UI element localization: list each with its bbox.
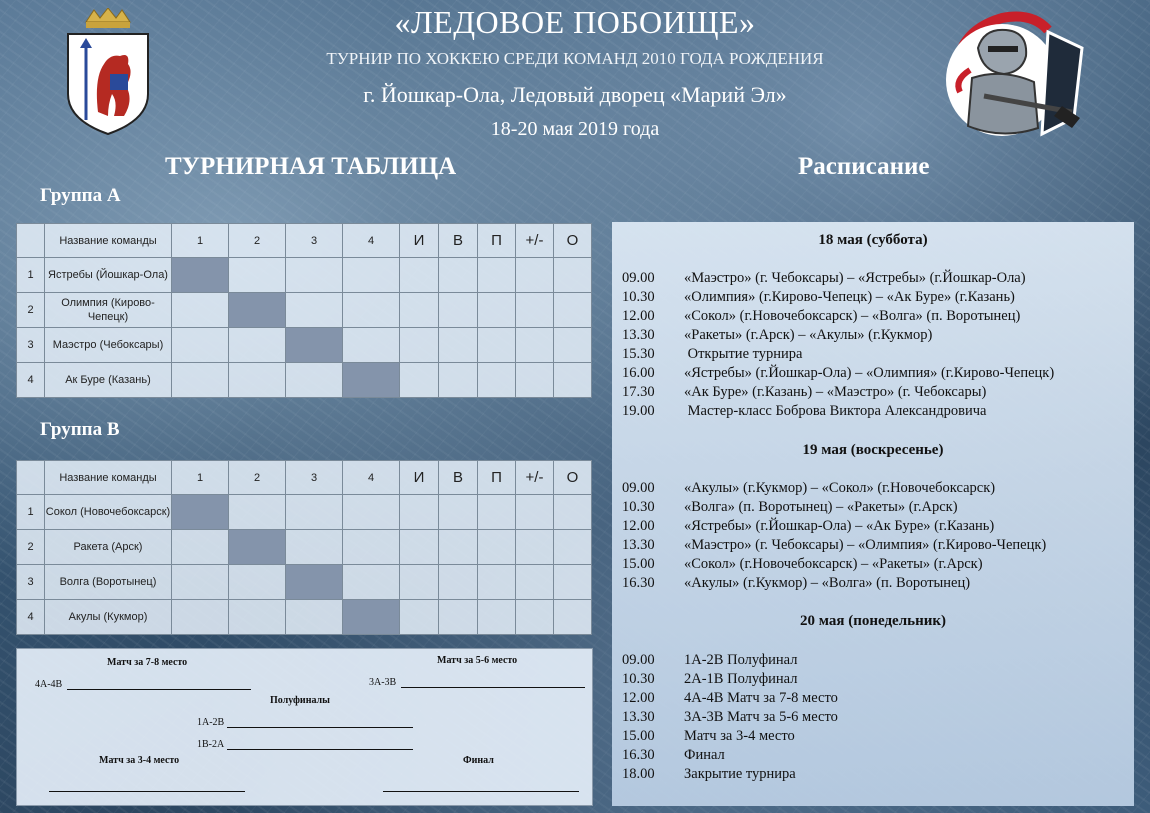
table-header-row (17, 461, 592, 495)
schedule-event: «Ракеты» (г.Арск) – «Акулы» (г.Кукмор) (684, 327, 933, 343)
semifinal-1-pair: 1А-2В (197, 717, 225, 728)
schedule-time: 09.00 (622, 270, 655, 286)
schedule-item (622, 384, 986, 401)
table-row (17, 258, 592, 293)
score-cell (229, 600, 286, 635)
schedule-event: Мастер-класс Боброва Виктора Александровича (684, 403, 987, 419)
knight-hockey-mascot-icon (944, 8, 1092, 148)
schedule-time: 16.30 (622, 747, 655, 763)
table-row (17, 363, 592, 398)
match-7-8-line (67, 689, 251, 690)
match-5-6-line (401, 687, 585, 688)
stat-cell (439, 363, 478, 398)
stat-cell (478, 600, 516, 635)
score-cell (343, 328, 400, 363)
stat-cell (516, 565, 554, 600)
semifinal-2-line (227, 749, 413, 750)
page-title: «ЛЕДОВОЕ ПОБОИЩЕ» (394, 4, 756, 40)
schedule-event: «Олимпия» (г.Кирово-Чепецк) – «Ак Буре» (г.Казань) (684, 289, 1015, 305)
score-cell (172, 600, 229, 635)
schedule-event: «Маэстро» (г. Чебоксары) – «Ястребы» (г.Йошкар-Ола) (684, 270, 1026, 286)
schedule-item (622, 327, 932, 344)
header-cell: 1 (172, 224, 229, 258)
semifinal-2-pair: 1В-2А (197, 739, 225, 750)
schedule-time: 12.00 (622, 308, 655, 324)
schedule-event: «Сокол» (г.Новочебоксарск) – «Ракеты» (г.Арск) (684, 556, 983, 572)
stat-cell (400, 293, 439, 328)
schedule-event: Матч за 3-4 место (684, 728, 795, 744)
table-row (17, 600, 592, 635)
score-cell (343, 258, 400, 293)
stat-cell (516, 600, 554, 635)
match-3-4-title: Матч за 3-4 место (99, 755, 180, 766)
stat-cell (478, 258, 516, 293)
team-name: Ак Буре (Казань) (45, 363, 172, 398)
header-cell: Название команды (45, 461, 172, 495)
coat-of-arms-icon (64, 8, 152, 136)
schedule-event: 1А-2В Полуфинал (684, 652, 798, 668)
header-cell: О (554, 224, 592, 258)
schedule-item (622, 518, 994, 535)
diagonal-cell (343, 600, 400, 635)
team-number: 2 (17, 530, 45, 565)
score-cell (172, 328, 229, 363)
schedule-item (622, 575, 970, 592)
stat-cell (554, 293, 592, 328)
schedule-event: «Акулы» (г.Кукмор) – «Сокол» (г.Новочебоксарск) (684, 480, 996, 496)
schedule-item (622, 556, 983, 573)
schedule-item (622, 365, 1054, 382)
stat-cell (400, 530, 439, 565)
score-cell (172, 530, 229, 565)
stat-cell (478, 565, 516, 600)
stat-cell (554, 495, 592, 530)
schedule-item (622, 690, 838, 707)
stat-cell (400, 363, 439, 398)
schedule-event: «Сокол» (г.Новочебоксарск) – «Волга» (п. Воротынец) (684, 308, 1021, 324)
header-cell: +/- (516, 224, 554, 258)
diagonal-cell (343, 363, 400, 398)
score-cell (229, 328, 286, 363)
header-cell: 2 (229, 224, 286, 258)
stat-cell (400, 495, 439, 530)
semifinals-title: Полуфиналы (270, 695, 330, 706)
header-cell: 3 (286, 461, 343, 495)
header-cell: И (400, 461, 439, 495)
schedule-day-title: 20 мая (понедельник) (800, 613, 946, 629)
schedule-item (622, 499, 958, 516)
score-cell (286, 258, 343, 293)
stat-cell (516, 363, 554, 398)
stat-cell (516, 495, 554, 530)
stat-cell (439, 495, 478, 530)
stat-cell (554, 258, 592, 293)
team-name: Ястребы (Йошкар-Ола) (45, 258, 172, 293)
header-cell: И (400, 224, 439, 258)
header-cell: +/- (516, 461, 554, 495)
team-name: Акулы (Кукмор) (45, 600, 172, 635)
stat-cell (516, 293, 554, 328)
stat-cell (478, 495, 516, 530)
header-cell: В (439, 461, 478, 495)
schedule-time: 10.30 (622, 289, 655, 305)
table-row (17, 328, 592, 363)
schedule-event: «Ак Буре» (г.Казань) – «Маэстро» (г. Чебоксары) (684, 384, 987, 400)
team-number: 3 (17, 328, 45, 363)
diagonal-cell (286, 328, 343, 363)
schedule-time: 12.00 (622, 518, 655, 534)
schedule-time: 17.30 (622, 384, 655, 400)
schedule-time: 12.00 (622, 690, 655, 706)
header-cell: В (439, 224, 478, 258)
schedule-time: 15.00 (622, 556, 655, 572)
match-7-8-title: Матч за 7-8 место (107, 657, 188, 668)
header-cell: П (478, 224, 516, 258)
schedule-event: Финал (684, 747, 725, 763)
header-cell-num (17, 461, 45, 495)
stat-cell (400, 565, 439, 600)
schedule-title: Расписание (798, 153, 930, 180)
score-cell (286, 495, 343, 530)
header-cell: О (554, 461, 592, 495)
venue: г. Йошкар-Ола, Ледовый дворец «Марий Эл» (363, 82, 787, 107)
diagonal-cell (229, 530, 286, 565)
header-cell: П (478, 461, 516, 495)
diagonal-cell (172, 495, 229, 530)
stat-cell (439, 293, 478, 328)
stat-cell (516, 530, 554, 565)
standings-title: ТУРНИРНАЯ ТАБЛИЦА (165, 153, 457, 180)
team-number: 1 (17, 258, 45, 293)
score-cell (172, 363, 229, 398)
team-name: Сокол (Новочебоксарск) (45, 495, 172, 530)
schedule-item (622, 289, 1015, 306)
team-number: 2 (17, 293, 45, 328)
schedule-item (622, 270, 1026, 287)
schedule-event: «Ястребы» (г.Йошкар-Ола) – «Ак Буре» (г.Казань) (684, 518, 995, 534)
schedule-time: 10.30 (622, 499, 655, 515)
diagonal-cell (172, 258, 229, 293)
schedule-item (622, 308, 1020, 325)
stat-cell (400, 600, 439, 635)
team-number: 4 (17, 363, 45, 398)
stat-cell (478, 530, 516, 565)
tournament-subtitle: ТУРНИР ПО ХОККЕЮ СРЕДИ КОМАНД 2010 ГОДА РОЖДЕНИЯ (326, 49, 824, 68)
team-number: 4 (17, 600, 45, 635)
header-cell: Название команды (45, 224, 172, 258)
match-3-4-line (49, 791, 245, 792)
schedule-time: 18.00 (622, 766, 655, 782)
match-5-6-pair: 3А-3В (369, 677, 397, 688)
final-title: Финал (463, 755, 494, 766)
score-cell (286, 293, 343, 328)
stat-cell (478, 363, 516, 398)
table-row (17, 530, 592, 565)
header-cell-num (17, 224, 45, 258)
team-name: Волга (Воротынец) (45, 565, 172, 600)
schedule-time: 15.00 (622, 728, 655, 744)
score-cell (343, 530, 400, 565)
diagonal-cell (229, 293, 286, 328)
schedule-time: 13.30 (622, 537, 655, 553)
schedule-time: 09.00 (622, 480, 655, 496)
schedule-event: «Акулы» (г.Кукмор) – «Волга» (п. Воротынец) (684, 575, 971, 591)
score-cell (172, 293, 229, 328)
header-cell: 1 (172, 461, 229, 495)
table-row (17, 565, 592, 600)
schedule-time: 13.30 (622, 709, 655, 725)
schedule-panel (612, 222, 1134, 806)
score-cell (286, 530, 343, 565)
schedule-time: 16.30 (622, 575, 655, 591)
match-5-6-title: Матч за 5-6 место (437, 655, 518, 666)
stat-cell (516, 258, 554, 293)
group-b-table (16, 460, 592, 635)
schedule-time: 10.30 (622, 671, 655, 687)
score-cell (229, 258, 286, 293)
score-cell (286, 600, 343, 635)
playoff-bracket (16, 648, 593, 806)
schedule-item (622, 671, 797, 688)
schedule-event: 3А-3В Матч за 5-6 место (684, 709, 838, 725)
schedule-event: «Волга» (п. Воротынец) – «Ракеты» (г.Арск) (684, 499, 958, 515)
schedule-item (622, 728, 795, 745)
stat-cell (516, 328, 554, 363)
semifinal-1-line (227, 727, 413, 728)
schedule-day-title: 19 мая (воскресенье) (802, 442, 944, 458)
team-name: Маэстро (Чебоксары) (45, 328, 172, 363)
schedule-item (622, 480, 995, 497)
schedule-item (622, 766, 796, 783)
group-b-label: Группа В (40, 419, 120, 440)
stat-cell (478, 293, 516, 328)
stat-cell (554, 328, 592, 363)
schedule-event: Закрытие турнира (684, 766, 796, 782)
group-a-table (16, 223, 592, 398)
schedule-day-title: 18 мая (суббота) (818, 232, 928, 248)
schedule-item (622, 403, 986, 420)
stat-cell (439, 530, 478, 565)
diagonal-cell (286, 565, 343, 600)
match-7-8-pair: 4А-4В (35, 679, 63, 690)
stat-cell (554, 363, 592, 398)
score-cell (229, 565, 286, 600)
schedule-item (622, 346, 802, 363)
header-cell: 3 (286, 224, 343, 258)
schedule-time: 15.30 (622, 346, 655, 362)
team-number: 3 (17, 565, 45, 600)
stat-cell (439, 328, 478, 363)
schedule-time: 16.00 (622, 365, 655, 381)
schedule-event: 4А-4В Матч за 7-8 место (684, 690, 838, 706)
stat-cell (554, 600, 592, 635)
header-cell: 4 (343, 461, 400, 495)
tournament-dates: 18-20 мая 2019 года (490, 118, 660, 140)
team-name: Ракета (Арск) (45, 530, 172, 565)
stat-cell (400, 328, 439, 363)
schedule-event: Открытие турнира (684, 346, 803, 362)
table-header-row (17, 224, 592, 258)
team-name: Олимпия (Кирово-Чепецк) (45, 293, 172, 328)
stat-cell (554, 530, 592, 565)
schedule-time: 09.00 (622, 652, 655, 668)
table-row (17, 495, 592, 530)
group-a-label: Группа А (40, 185, 121, 206)
schedule-item (622, 747, 725, 764)
schedule-event: «Маэстро» (г. Чебоксары) – «Олимпия» (г.Кирово-Чепецк) (684, 537, 1047, 553)
stat-cell (400, 258, 439, 293)
final-line (383, 791, 579, 792)
team-number: 1 (17, 495, 45, 530)
schedule-item (622, 537, 1046, 554)
header-cell: 2 (229, 461, 286, 495)
stat-cell (478, 328, 516, 363)
header-cell: 4 (343, 224, 400, 258)
schedule-item (622, 709, 838, 726)
schedule-item (622, 652, 797, 669)
stat-cell (439, 258, 478, 293)
schedule-time: 19.00 (622, 403, 655, 419)
score-cell (343, 565, 400, 600)
score-cell (172, 565, 229, 600)
stat-cell (439, 565, 478, 600)
schedule-event: «Ястребы» (г.Йошкар-Ола) – «Олимпия» (г.Кирово-Чепецк) (684, 365, 1055, 381)
schedule-time: 13.30 (622, 327, 655, 343)
score-cell (286, 363, 343, 398)
score-cell (343, 495, 400, 530)
score-cell (343, 293, 400, 328)
stat-cell (554, 565, 592, 600)
schedule-event: 2А-1В Полуфинал (684, 671, 798, 687)
stat-cell (439, 600, 478, 635)
score-cell (229, 495, 286, 530)
table-row (17, 293, 592, 328)
score-cell (229, 363, 286, 398)
